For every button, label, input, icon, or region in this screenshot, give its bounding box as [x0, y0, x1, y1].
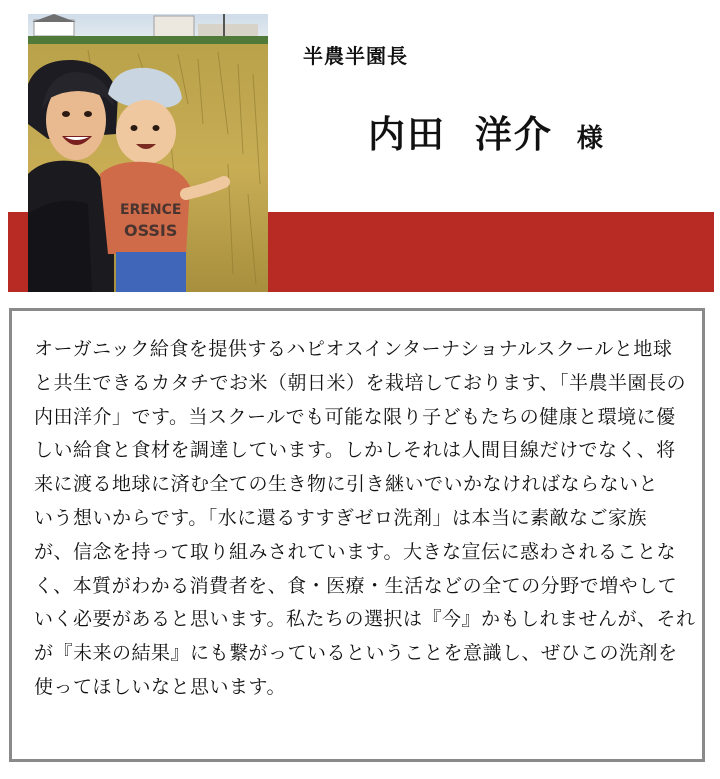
message-box [9, 308, 705, 762]
svg-text:ERENCE: ERENCE [120, 202, 182, 218]
message-line: 来に渡る地球に済む全ての生き物に引き継いでいかなければならないと [34, 473, 659, 496]
message-line: いう想いからです。「水に還るすすぎゼロ洗剤」は本当に素敵なご家族 [34, 506, 647, 529]
svg-text:OSSIS: OSSIS [124, 221, 178, 240]
message-line: 使ってほしいなと思います。 [34, 675, 286, 698]
message-line: が、信念を持って取り組みされています。大きな宣伝に惑わされることな [34, 540, 676, 563]
message-line: と共生できるカタチでお米（朝日米）を栽培しております、「半農半園長の [34, 371, 686, 394]
portrait-illustration [28, 14, 268, 292]
message-line: が『未来の結果』にも繋がっているということを意識し、ぜひこの洗剤を [34, 642, 678, 665]
message-body [34, 333, 696, 705]
name-heading [368, 104, 603, 158]
portrait-photo [28, 14, 268, 292]
message-line: オーガニック給食を提供するハピオスインターナショナルスクールと地球 [34, 338, 673, 360]
honorific: 様 [576, 124, 603, 154]
message-line: いく必要があると思います。私たちの選択は『今』かもしれませんが、それ [34, 608, 696, 631]
message-line: しい給食と食材を調達しています。しかしそれは人間目線だけでなく、将 [34, 439, 676, 462]
message-line: く、本質がわかる消費者を、食・医療・生活などの全ての分野で増やして [34, 574, 678, 597]
message-line: 内田洋介」です。当スクールでも可能な限り子どもたちの健康と環境に優 [34, 405, 676, 428]
person-name: 内田 洋介 [368, 113, 553, 156]
role-title: 半農半園長 [303, 44, 408, 68]
